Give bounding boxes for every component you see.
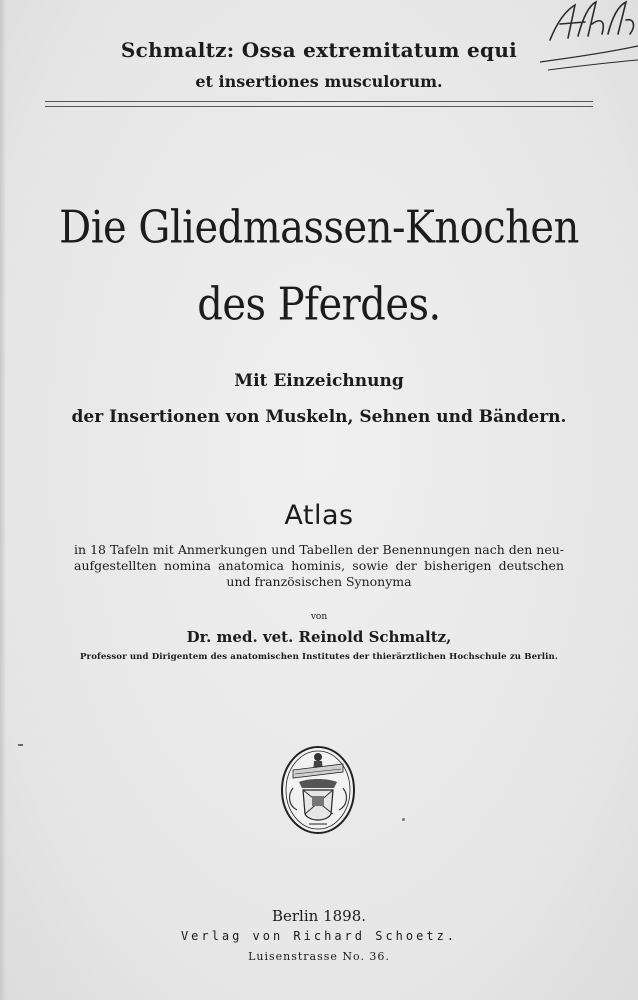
double-rule-divider xyxy=(45,101,593,107)
series-title-line2: et insertiones musculorum. xyxy=(195,72,443,91)
atlas-heading: Atlas xyxy=(284,500,354,531)
author-name: Dr. med. vet. Reinold Schmaltz, xyxy=(186,628,452,646)
subtitle-line1: Mit Einzeichnung xyxy=(234,371,404,391)
ink-speck xyxy=(402,818,405,821)
imprint-address: Luisenstrasse No. 36. xyxy=(248,950,390,963)
ink-smudge xyxy=(18,744,23,746)
main-title-line2: des Pferdes. xyxy=(197,279,441,331)
atlas-description: in 18 Tafeln mit Anmerkungen und Tabellen der Benennungen nach den neu-aufgestellten nomina anatomica hominis, sowie der bisherigen deutschen und französischen Synonyma xyxy=(74,542,564,589)
series-title-line1: Schmaltz: Ossa extremitatum equi xyxy=(120,38,518,62)
by-line: von xyxy=(310,612,328,622)
author-affiliation: Professor und Dirigentem des anatomischen Institutes der thierärztlichen Hochschule zu Berlin. xyxy=(80,652,558,662)
publisher-seal-icon xyxy=(279,744,357,836)
imprint-publisher: Verlag von Richard Schoetz. xyxy=(180,929,458,943)
subtitle-line2: der Insertionen von Muskeln, Sehnen und Bändern. xyxy=(71,407,567,427)
main-title-line1: Die Gliedmassen-Knochen xyxy=(59,202,579,254)
imprint-city-year: Berlin 1898. xyxy=(271,907,367,925)
